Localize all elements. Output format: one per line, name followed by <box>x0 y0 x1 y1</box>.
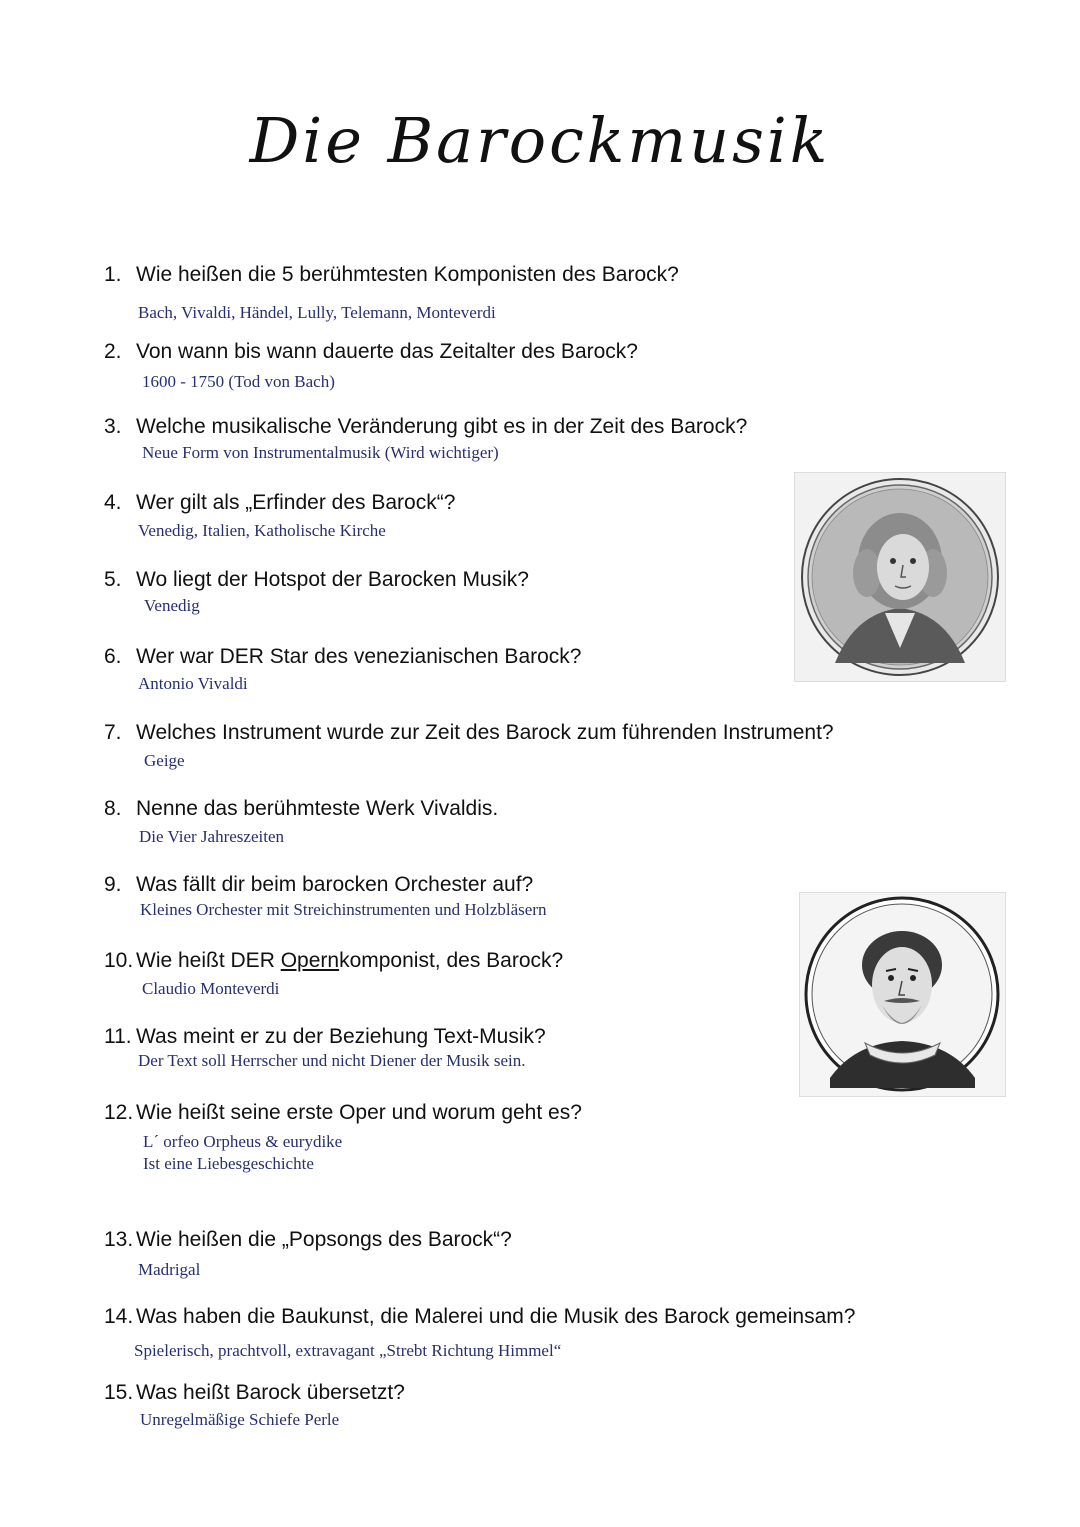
question-13 <box>104 1228 512 1252</box>
question-text-underlined: Opern <box>280 949 340 972</box>
answer-4: Venedig, Italien, Katholische Kirche <box>138 521 386 540</box>
question-4 <box>104 491 455 515</box>
monteverdi-portrait <box>799 892 1006 1097</box>
question-number: 10. <box>104 949 134 972</box>
answer-12-line-2: Ist eine Liebesgeschichte <box>143 1154 314 1173</box>
question-15 <box>104 1381 405 1405</box>
question-number: 14. <box>104 1305 134 1328</box>
question-text: Nenne das berühmteste Werk Vivaldis. <box>136 797 499 820</box>
question-3 <box>104 415 747 439</box>
question-number: 2. <box>104 340 122 363</box>
question-number: 15. <box>104 1381 134 1404</box>
question-number: 13. <box>104 1228 134 1251</box>
question-5 <box>104 568 529 592</box>
question-number: 12. <box>104 1101 134 1124</box>
question-number: 7. <box>104 721 122 744</box>
question-number: 8. <box>104 797 122 820</box>
question-7 <box>104 721 834 745</box>
answer-13: Madrigal <box>138 1260 201 1279</box>
question-number: 4. <box>104 491 122 514</box>
question-text: Was fällt dir beim barocken Orchester auf? <box>136 873 534 896</box>
answer-6: Antonio Vivaldi <box>138 674 248 693</box>
question-14 <box>104 1305 855 1329</box>
question-12 <box>104 1101 582 1125</box>
question-11 <box>104 1025 546 1049</box>
answer-1: Bach, Vivaldi, Händel, Lully, Telemann, Monteverdi <box>138 303 496 322</box>
question-text: Wie heißen die 5 berühmtesten Komponisten des Barock? <box>136 263 679 286</box>
answer-14: Spielerisch, prachtvoll, extravagant „Strebt Richtung Himmel“ <box>134 1341 562 1360</box>
question-text: komponist, des Barock? <box>339 949 564 972</box>
question-6 <box>104 645 581 669</box>
question-8 <box>104 797 498 821</box>
answer-2: 1600 - 1750 (Tod von Bach) <box>142 372 335 391</box>
question-text: Welche musikalische Veränderung gibt es in der Zeit des Barock? <box>136 415 748 438</box>
question-text: Wie heißt seine erste Oper und worum geht es? <box>136 1101 582 1124</box>
vivaldi-portrait <box>794 472 1006 682</box>
question-number: 5. <box>104 568 122 591</box>
page-title: Die Barockmusik <box>249 104 831 177</box>
answer-7: Geige <box>144 751 185 770</box>
monteverdi-portrait-image <box>800 893 1005 1096</box>
question-text: Wer war DER Star des venezianischen Barock? <box>136 645 582 668</box>
question-text: Was heißt Barock übersetzt? <box>136 1381 405 1404</box>
question-number: 9. <box>104 873 122 896</box>
question-text: Wie heißen die „Popsongs des Barock“? <box>136 1228 512 1251</box>
answer-3: Neue Form von Instrumentalmusik (Wird wichtiger) <box>142 443 499 462</box>
answer-8: Die Vier Jahreszeiten <box>139 827 284 846</box>
answer-10: Claudio Monteverdi <box>142 979 280 998</box>
question-1 <box>104 263 679 287</box>
question-text: Wo liegt der Hotspot der Barocken Musik? <box>136 568 529 591</box>
question-text: Was meint er zu der Beziehung Text-Musik? <box>136 1025 546 1048</box>
question-10 <box>104 949 563 973</box>
answer-9: Kleines Orchester mit Streichinstrumenten und Holzbläsern <box>140 900 547 919</box>
question-text: Wer gilt als „Erfinder des Barock“? <box>136 491 456 514</box>
question-text: Welches Instrument wurde zur Zeit des Barock zum führenden Instrument? <box>136 721 834 744</box>
question-number: 3. <box>104 415 122 438</box>
answer-12: L´ orfeo Orpheus & eurydike <box>143 1132 343 1151</box>
question-text: Was haben die Baukunst, die Malerei und die Musik des Barock gemeinsam? <box>136 1305 856 1328</box>
question-text: Wie heißt DER <box>136 949 281 972</box>
answer-5: Venedig <box>144 596 200 615</box>
question-text: Von wann bis wann dauerte das Zeitalter des Barock? <box>136 340 638 363</box>
answer-11: Der Text soll Herrscher und nicht Diener der Musik sein. <box>138 1051 526 1070</box>
vivaldi-portrait-image <box>795 473 1005 681</box>
question-number: 6. <box>104 645 122 668</box>
question-9 <box>104 873 533 897</box>
question-number: 1. <box>104 263 122 286</box>
answer-15: Unregelmäßige Schiefe Perle <box>140 1410 340 1429</box>
question-number: 11. <box>104 1025 132 1048</box>
question-2 <box>104 340 638 364</box>
